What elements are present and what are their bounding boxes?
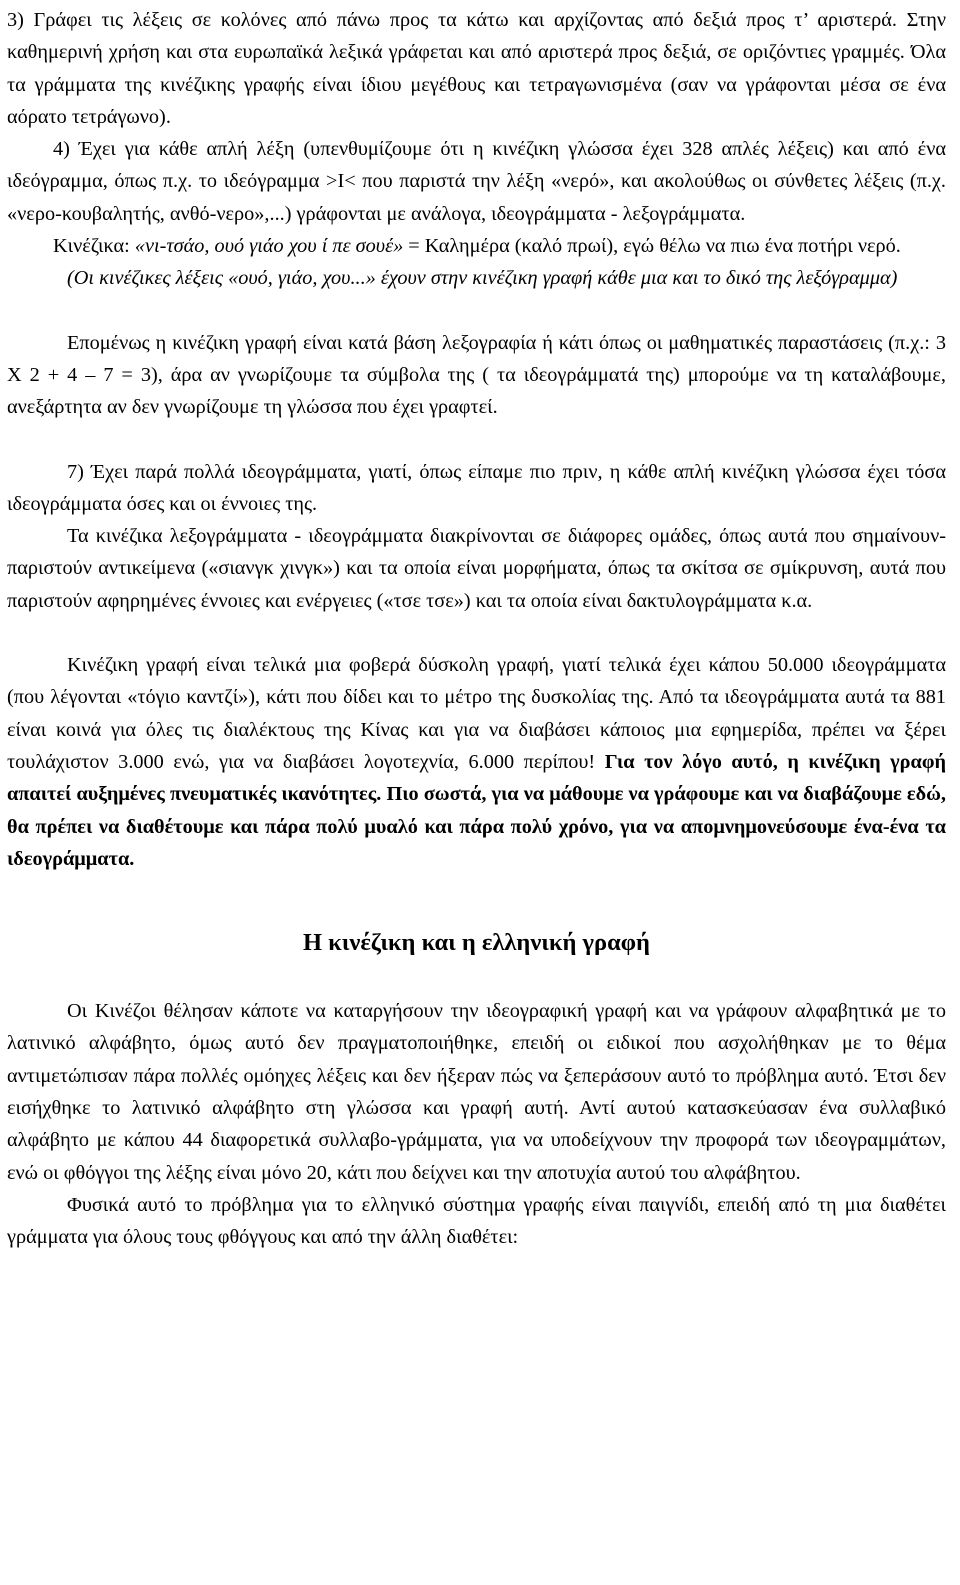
difficulty-text: Κινέζικη γραφή είναι τελικά μια φοβερά δύσκολη γραφή, γιατί τελικά έχει κάπου 50.000 ιδεογράμματα (που λέγονται «τόγιο καντζί»), κάτι που δίδει και το μέτρο της δυσκολίας της. Από τα ιδεογράμματα αυτά τα 881 είναι κοινά για όλες τις διαλέκτους της Κίνας και για να διαβάσει κάποιος μια εφημερίδα, πρέπει να ξέρει τουλάχιστον 3.000 ενώ, για να διαβάσει λογοτεχνία, 6.000 περίπου! bbox=[7, 654, 946, 773]
spacer bbox=[7, 875, 946, 923]
spacer bbox=[7, 617, 946, 649]
note-text: (Οι κινέζικες λέξεις «ουό, γιάο, χου...» έχουν στην κινέζικη γραφή κάθε μια και το δικό της λεξόγραμμα) bbox=[67, 267, 898, 290]
spacer bbox=[7, 963, 946, 995]
paragraph-note-italic bbox=[7, 262, 946, 294]
paragraph-point-3: 3) Γράφει τις λέξεις σε κολόνες από πάνω προς τα κάτω και αρχίζοντας από δεξιά προς τ’ αριστερά. Στην καθημερινή χρήση και στα ευρωπαϊκά λεξικά γράφεται και από αριστερά προς δεξιά, σε οριζόντιες γραμμές. Όλα τα γράμματα της κινέζικης γραφής είναι ίδιου μεγέθους και τετραγωνισμένα (σαν να γράφονται μέσα σε ένα αόρατο τετράγωνο). bbox=[7, 9, 946, 128]
example-translation: = Καλημέρα (καλό πρωί), εγώ θέλω να πιω ένα ποτήρι νερό. bbox=[403, 235, 901, 258]
paragraph-point-4: 4) Έχει για κάθε απλή λέξη (υπενθυμίζουμε ότι η κινέζικη γλώσσα έχει 328 απλές λέξεις) και από ένα ιδεόγραμμα, όπως π.χ. το ιδεόγραμμα >I< που παριστά την λέξη «νερό», και ακολούθως οι σύνθετες λέξεις (π.χ. «νερο-κουβαλητής, ανθό-νερο»,...) γράφονται με ανάλογα, ιδεογράμματα - λεξογράμματα. bbox=[7, 138, 946, 225]
paragraph-point-7: 7) Έχει παρά πολλά ιδεογράμματα, γιατί, όπως είπαμε πιο πριν, η κάθε απλή κινέζικη γλώσσα έχει τόσα ιδεογράμματα όσες και οι έννοιες της. bbox=[7, 460, 946, 515]
spacer bbox=[7, 424, 946, 456]
paragraph-greek-system: Φυσικά αυτό το πρόβλημα για το ελληνικό σύστημα γραφής είναι παιγνίδι, επειδή από τη μια διαθέτει γράμματα για όλους τους φθόγγους και από την άλλη διαθέτει: bbox=[7, 1193, 946, 1249]
example-transliteration: «νι-τσάο, ουό γιάο χου ί πε σουέ» bbox=[134, 235, 404, 258]
spacer bbox=[7, 295, 946, 327]
paragraph-latin-alphabet: Οι Κινέζοι θέλησαν κάποτε να καταργήσουν την ιδεογραφική γραφή και να γράφουν αλφαβητικά με το λατινικό αλφάβητο, όμως αυτό δεν πραγματοποιήθηκε, επειδή οι ειδικοί που ασχολήθηκαν με το θέμα αντιμετώπισαν πάρα πολλές ομόηχες λέξεις και δεν ήξεραν πώς να ξεπεράσουν αυτό το πρόβλημα αυτό. Έτσι δεν εισήχθηκε το λατινικό αλφάβητο στη γλώσσα και γραφή αυτή. Αντί αυτού κατασκεύασαν ένα συλλαβικό αλφάβητο με κάπου 44 διαφορετικά συλλαβο-γράμματα, για να υποδείχνουν την προφορά των ιδεογραμμάτων, ενώ οι φθόγγοι της λέξης είναι μόνο 20, κάτι που δείχνει και την αποτυχία αυτού του αλφάβητου. bbox=[7, 1000, 946, 1184]
paragraph-consequently: Επομένως η κινέζικη γραφή είναι κατά βάση λεξογραφία ή κάτι όπως οι μαθηματικές παραστάσεις (π.χ.: 3 Χ 2 + 4 – 7 = 3), άρα αν γνωρίζουμε τα σύμβολα της ( τα ιδεογράμματά της) μπορούμε να τη καταλάβουμε, ανεξάρτητα αν δεν γνωρίζουμε τη γλώσσα που έχει γραφτεί. bbox=[7, 331, 946, 419]
example-lead: Κινέζικα: bbox=[53, 235, 135, 258]
difficulty-bold-text: Για τον λόγο αυτό, η κινέζικη γραφή απαιτεί αυξημένες πνευματικές ικανότητες. Πιο σωστά, για να μάθουμε να γράφουμε και να διαβάζουμε εδώ, θα πρέπει να διαθέτουμε και πάρα πολύ μυαλό και πάρα πολύ χρόνο, για να απομνημονεύσουμε ένα-ένα τα ιδεογράμματα. bbox=[7, 750, 946, 870]
section-heading: Η κινέζικη και η ελληνική γραφή bbox=[303, 929, 650, 957]
paragraph-chinese-example bbox=[7, 230, 946, 262]
paragraph-logograms-groups: Τα κινέζικα λεξογράμματα - ιδεογράμματα διακρίνονται σε διάφορες ομάδες, όπως αυτά που σημαίνουν- παριστούν αντικείμενα («σιανγκ χινγκ») και τα οποία είναι μορφήματα, όπως τα σκίτσα σε σμίκρυνση, αυτά που παριστούν αφηρημένες έννοιες και ενέργειες («τσε τσε») και τα οποία είναι δακτυλογράμματα κ.α. bbox=[7, 525, 946, 612]
paragraph-difficulty bbox=[7, 649, 946, 875]
